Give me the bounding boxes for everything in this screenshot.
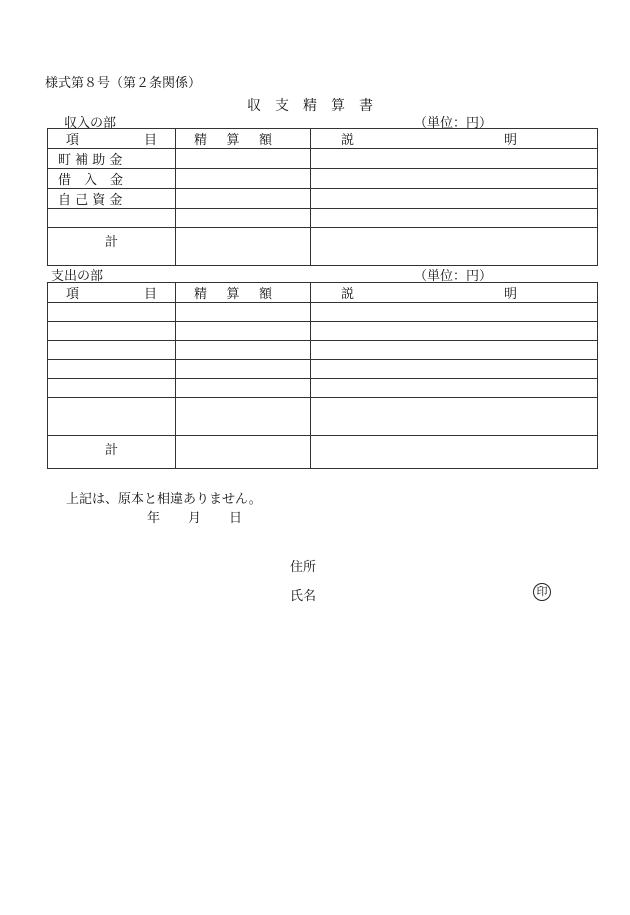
expense-amount-cell[interactable] (176, 303, 311, 322)
table-row (48, 360, 598, 379)
income-total-description-cell[interactable] (311, 228, 598, 266)
item-column-header: 項 目 (48, 283, 176, 303)
certification-statement: 上記は、原本と相違ありません。 (66, 492, 262, 507)
table-row (48, 322, 598, 341)
income-description-cell[interactable] (311, 169, 598, 189)
form-number: 様式第８号（第２条関係） (45, 76, 202, 91)
item-column-header: 項 目 (48, 129, 176, 149)
table-row (48, 303, 598, 322)
description-column-header: 説 明 (311, 129, 598, 149)
expense-amount-cell[interactable] (176, 360, 311, 379)
income-unit-label: （単位：円） (414, 116, 493, 131)
income-description-cell[interactable] (311, 189, 598, 209)
expense-amount-cell[interactable] (176, 398, 311, 436)
address-label: 住所 (290, 560, 317, 575)
date-month-label: 月 (188, 511, 202, 526)
expense-section-label: 支出の部 (51, 269, 104, 284)
amount-column-header: 精 算 額 (176, 129, 311, 149)
income-section-label: 収入の部 (64, 116, 117, 131)
amount-column-header: 精 算 額 (176, 283, 311, 303)
expense-table (47, 282, 598, 469)
expense-item-cell[interactable] (48, 322, 176, 341)
expense-total-amount-cell[interactable] (176, 436, 311, 469)
income-description-cell[interactable] (311, 209, 598, 228)
expense-amount-cell[interactable] (176, 379, 311, 398)
expense-item-cell[interactable] (48, 398, 176, 436)
income-amount-cell[interactable] (176, 209, 311, 228)
expense-item-cell[interactable] (48, 303, 176, 322)
expense-header-row (48, 283, 598, 303)
name-label: 氏名 (290, 589, 317, 604)
table-row (48, 169, 598, 189)
income-description-cell[interactable] (311, 149, 598, 169)
income-item-label: 借 入 金 (48, 169, 176, 189)
table-row (48, 149, 598, 169)
expense-description-cell[interactable] (311, 341, 598, 360)
table-row (48, 209, 598, 228)
expense-item-cell[interactable] (48, 379, 176, 398)
expense-amount-cell[interactable] (176, 341, 311, 360)
income-table (47, 128, 598, 266)
income-amount-cell[interactable] (176, 169, 311, 189)
date-year-label: 年 (147, 511, 161, 526)
income-total-label: 計 (48, 228, 176, 266)
income-total-amount-cell[interactable] (176, 228, 311, 266)
expense-description-cell[interactable] (311, 360, 598, 379)
expense-description-cell[interactable] (311, 379, 598, 398)
expense-description-cell[interactable] (311, 303, 598, 322)
income-item-label: 町 補 助 金 (48, 149, 176, 169)
table-row (48, 398, 598, 436)
date-day-label: 日 (229, 511, 243, 526)
expense-total-label: 計 (48, 436, 176, 469)
table-row (48, 189, 598, 209)
document-title: 収 支 精 算 書 (247, 98, 373, 114)
income-header-row (48, 129, 598, 149)
income-item-label[interactable] (48, 209, 176, 228)
table-row (48, 341, 598, 360)
income-amount-cell[interactable] (176, 149, 311, 169)
table-row (48, 379, 598, 398)
income-item-label: 自 己 資 金 (48, 189, 176, 209)
expense-item-cell[interactable] (48, 360, 176, 379)
expense-total-description-cell[interactable] (311, 436, 598, 469)
expense-item-cell[interactable] (48, 341, 176, 360)
expense-unit-label: （単位：円） (414, 269, 493, 284)
expense-description-cell[interactable] (311, 322, 598, 341)
income-total-row (48, 228, 598, 266)
seal-mark-icon: 印 (533, 583, 551, 601)
income-amount-cell[interactable] (176, 189, 311, 209)
description-column-header: 説 明 (311, 283, 598, 303)
expense-description-cell[interactable] (311, 398, 598, 436)
expense-total-row (48, 436, 598, 469)
expense-amount-cell[interactable] (176, 322, 311, 341)
